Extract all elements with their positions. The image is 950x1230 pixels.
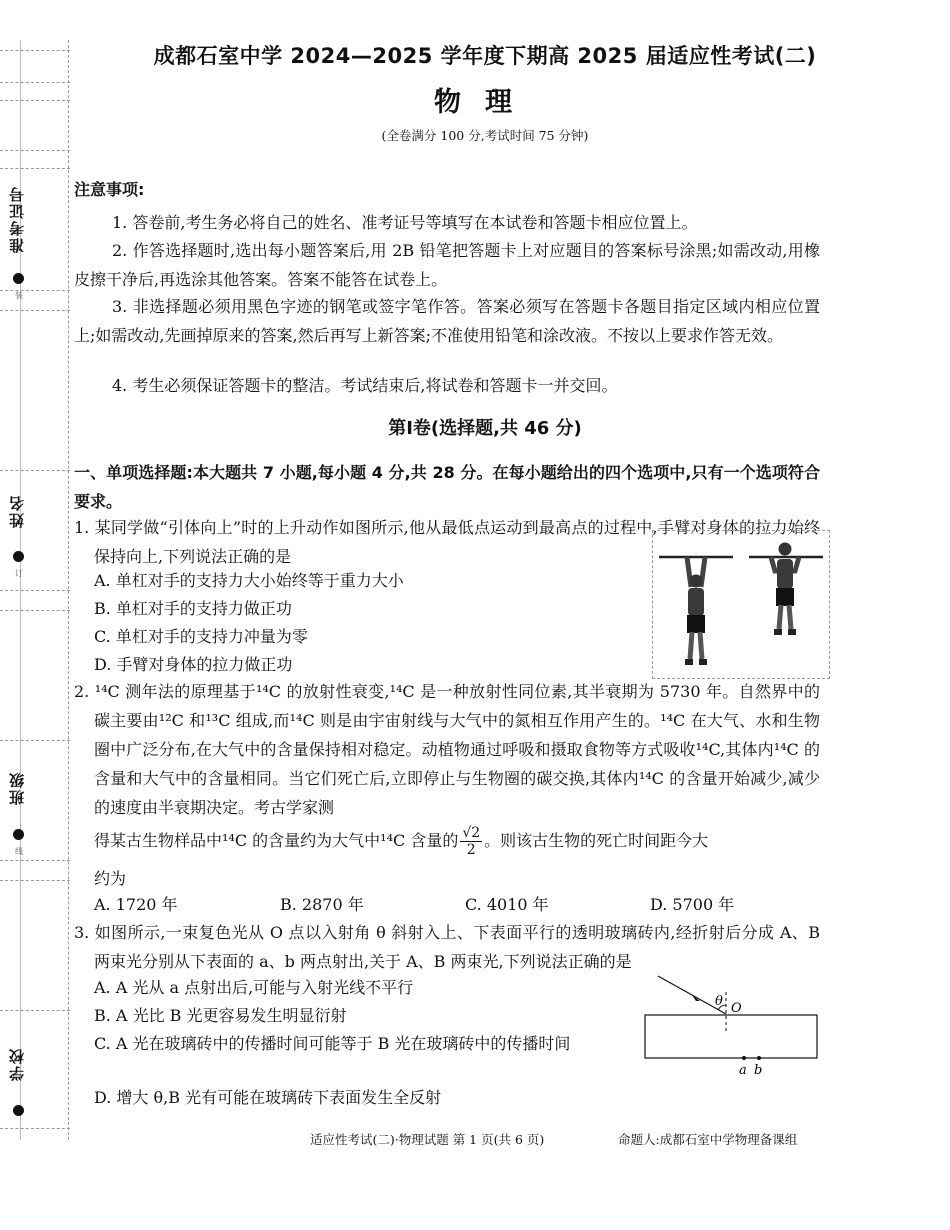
ray-arrow	[692, 995, 700, 1001]
margin-dash	[0, 1010, 70, 1011]
margin-label-name: 姓名	[8, 494, 26, 528]
notice-item-3: 3. 非选择题必须用黑色字迹的钢笔或签字笔作答。答案必须写在答题卡各题目指定区域内相应位置上;如需改动,先画掉原来的答案,然后再写上新答案;不准使用铅笔和涂改液。不按以上要求作答无效。	[74, 297, 820, 345]
margin-label-school: 学校	[8, 1047, 26, 1081]
section-1-instruction: 一、单项选择题:本大题共 7 小题,每小题 4 分,共 28 分。在每小题给出的四个选项中,只有一个选项符合要求。	[74, 463, 820, 511]
q1-figure	[652, 530, 830, 679]
q3-option-a: A. A 光从 a 点射出后,可能与入射光线不平行	[94, 978, 414, 997]
margin-dot	[13, 551, 24, 562]
q2-fraction	[460, 825, 482, 858]
q3-option-c: C. A 光在玻璃砖中的传播时间可能等于 B 光在玻璃砖中的传播时间	[94, 1034, 571, 1053]
glass-brick	[645, 1015, 817, 1058]
notice-item-4: 4. 考生必须保证答题卡的整洁。考试结束后,将试卷和答题卡一并交回。	[112, 376, 618, 395]
q1-option-c: C. 单杠对手的支持力冲量为零	[94, 627, 308, 646]
q2-option-d: D. 5700 年	[650, 895, 735, 914]
b-label: b	[754, 1063, 763, 1078]
q3-stem: 3. 如图所示,一束复色光从 O 点以入射角 θ 斜射入上、下表面平行的透明玻璃砖内,经折射后分成 A、B 两束光分别从下表面的 a、b 两点射出,关于 A、B 两束光,下列说法正确的是	[74, 923, 820, 971]
a-label: a	[739, 1063, 747, 1078]
q2-fraction-denominator: 2	[466, 842, 476, 858]
q2-fraction-pre: 得某古生物样品中¹⁴C 的含量约为大气中¹⁴C 含量的	[94, 831, 459, 850]
exam-title: 成都石室中学 2024—2025 学年度下期高 2025 届适应性考试(二)	[153, 44, 817, 68]
margin-dash	[0, 290, 70, 291]
q1-option-b: B. 单杠对手的支持力做正功	[94, 599, 292, 618]
margin-mark-ding: 订	[15, 569, 23, 578]
notice-item-1: 1. 答卷前,考生务必将自己的姓名、准考证号等填写在本试卷和答题卡相应位置上。	[112, 213, 698, 232]
pull-up-illustration	[653, 531, 829, 678]
q1-option-d: D. 手臂对身体的拉力做正功	[94, 655, 293, 674]
margin-mark-xian: 线	[15, 847, 23, 856]
margin-dash	[0, 150, 70, 151]
margin-dash	[0, 1128, 70, 1129]
margin-dot	[13, 1105, 24, 1116]
q2-option-a: A. 1720 年	[94, 895, 178, 914]
margin-dash	[0, 860, 70, 861]
q2-option-c: C. 4010 年	[465, 895, 549, 914]
person-hanging	[685, 557, 707, 665]
margin-dash	[0, 610, 70, 611]
q3-option-b: B. A 光比 B 光更容易发生明显衍射	[94, 1006, 347, 1025]
theta-label: θ	[715, 994, 723, 1009]
q3-option-d: D. 增大 θ,B 光有可能在玻璃砖下表面发生全反射	[94, 1088, 442, 1107]
margin-dash	[0, 590, 70, 591]
o-label: O	[731, 1001, 742, 1016]
margin-dash	[0, 740, 70, 741]
subject-title: 物理	[434, 87, 536, 118]
section-1-title: 第Ⅰ卷(选择题,共 46 分)	[388, 418, 582, 439]
margin-dot	[13, 829, 24, 840]
q2-fraction-line	[94, 825, 820, 858]
margin-dash	[0, 168, 70, 169]
point-a	[742, 1056, 746, 1060]
footer-page-info: 适应性考试(二)·物理试题 第 1 页(共 6 页)	[310, 1132, 545, 1147]
q1-option-a: A. 单杠对手的支持力大小始终等于重力大小	[94, 571, 404, 590]
margin-dash	[0, 880, 70, 881]
notice-heading: 注意事项:	[74, 180, 145, 199]
notice-item-2: 2. 作答选择题时,选出每小题答案后,用 2B 铅笔把答题卡上对应题目的答案标号涂黑;如需改动,用橡皮擦干净后,再选涂其他答案。答案不能答在试卷上。	[74, 241, 820, 289]
margin-label-class: 班级	[8, 771, 26, 805]
margin-dash	[0, 310, 70, 311]
q2-fraction-numerator: √2	[462, 825, 481, 841]
margin-dash	[0, 470, 70, 471]
q2-option-b: B. 2870 年	[280, 895, 364, 914]
q2-fraction-post: 。则该古生物的死亡时间距今大	[484, 831, 709, 850]
footer-author: 命题人:成都石室中学物理备课组	[618, 1132, 798, 1147]
q2-stem: 2. ¹⁴C 测年法的原理基于¹⁴C 的放射性衰变,¹⁴C 是一种放射性同位素,其半衰期为 5730 年。自然界中的碳主要由¹²C 和¹³C 组成,而¹⁴C 则是由宇宙射线与大气中的氮相互作用产生的。¹⁴C 在大气、水和生物圈中广泛分布,在大气中的含量保持相对稳定。动植物通过呼吸和摄取食物等方式吸收¹⁴C,其体内¹⁴C 的含量和大气中的含量相同。当它们死亡后,立即停止与生物圈的碳交换,其体内¹⁴C 的含量开始减少,减少的速度由半衰期决定。考古学家测	[74, 682, 820, 817]
margin-dot	[13, 273, 24, 284]
q2-tail: 约为	[94, 869, 127, 888]
q1-stem: 1. 某同学做“引体向上”时的上升动作如图所示,他从最低点运动到最高点的过程中,手臂对身体的拉力始终保持向上,下列说法正确的是	[74, 518, 820, 566]
margin-label-exam-id: 准考证号	[8, 185, 26, 253]
point-b	[757, 1056, 761, 1060]
q3-figure	[640, 970, 820, 1080]
margin-mark-zhuang: 装	[15, 291, 23, 300]
exam-note: (全卷满分 100 分,考试时间 75 分钟)	[381, 128, 589, 143]
